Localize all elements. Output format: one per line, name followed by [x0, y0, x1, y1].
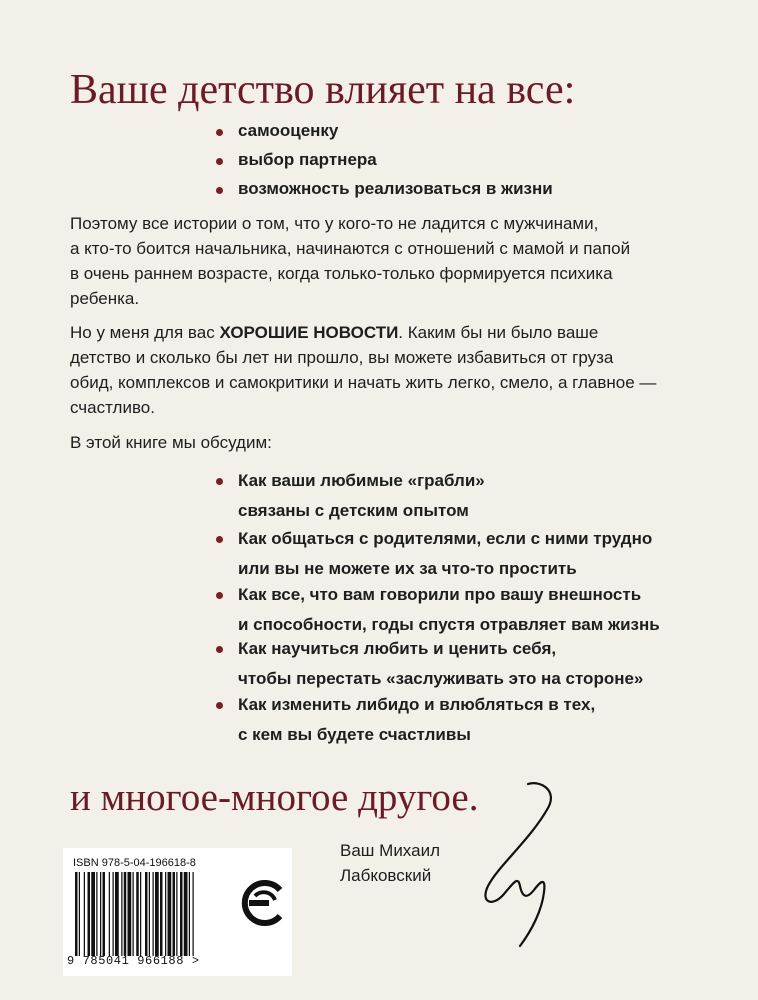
barcode-icon — [73, 872, 233, 956]
topic-line: и способности, годы спустя отравляет вам жизнь — [238, 615, 660, 634]
barcode-bar — [168, 872, 172, 956]
paragraph-line — [70, 320, 710, 345]
barcode-bar — [145, 872, 148, 956]
signoff-line: Лабковский — [340, 866, 432, 885]
intro-bullet-text: возможность реализоваться в жизни — [238, 179, 553, 198]
barcode-bar — [133, 872, 134, 956]
paragraph-line: обид, комплексов и самокритики и начать жить легко, смело, а главное — — [70, 373, 657, 392]
topic-item — [238, 466, 485, 526]
topic-line: Как общаться с родителями, если с ними трудно — [238, 529, 653, 548]
topic-item — [238, 634, 643, 694]
topic-line: Как научиться любить и ценить себя, — [238, 639, 557, 658]
paragraph-line: в очень раннем возрасте, когда только-только формируется психика — [70, 264, 613, 283]
topic-line: Как изменить либидо и влюбляться в тех, — [238, 695, 596, 714]
barcode-bar — [193, 872, 194, 956]
barcode-bar — [180, 872, 183, 956]
eksmo-logo-icon — [239, 878, 285, 928]
barcode-bar — [103, 872, 106, 956]
barcode-bar — [149, 872, 150, 956]
bullet-dot-icon — [216, 478, 223, 485]
barcode-bar — [128, 872, 132, 956]
bullet-dot-icon — [216, 592, 223, 599]
bullet-dot-icon — [216, 158, 223, 165]
barcode-bar — [184, 872, 188, 956]
barcode-bar — [91, 872, 95, 956]
topic-line: или вы не можете их за что-то простить — [238, 559, 577, 578]
barcode-bar — [165, 872, 166, 956]
topic-item — [238, 580, 660, 640]
barcode-bar — [140, 872, 141, 956]
intro-bullet-item — [238, 121, 338, 141]
paragraph-line: а кто-то боится начальника, начинаются с отношений с мамой и папой — [70, 239, 631, 258]
topic-line: с кем вы будете счастливы — [238, 725, 471, 744]
closing-line: и многое-многое другое. — [70, 776, 479, 819]
barcode-bar — [88, 872, 91, 956]
barcode-bar — [155, 872, 159, 956]
intro-bullet-item — [238, 179, 553, 199]
barcode-digits: 9 785041 966188 > — [67, 954, 200, 968]
barcode-panel — [63, 848, 292, 976]
handwritten-signature-icon — [470, 778, 580, 953]
intro-bullet-item — [238, 150, 377, 170]
intro-bullet-text: самооценку — [238, 121, 339, 140]
topic-line: Как все, что вам говорили про вашу внешность — [238, 585, 642, 604]
bullet-dot-icon — [216, 646, 223, 653]
barcode-bar — [189, 872, 190, 956]
isbn-label: ISBN 978-5-04-196618-8 — [73, 857, 196, 869]
paragraph-line: детство и сколько бы лет ни прошло, вы можете избавиться от груза — [70, 348, 614, 367]
author-signoff — [340, 838, 480, 888]
intro-bullet-text: выбор партнера — [238, 150, 377, 169]
headline: Ваше детство влияет на все: — [70, 67, 576, 113]
paragraph-childhood-influence — [70, 211, 710, 311]
barcode-bar — [121, 872, 122, 956]
bullet-dot-icon — [216, 536, 223, 543]
barcode-bar — [109, 872, 110, 956]
barcode-bar — [176, 872, 177, 956]
barcode-bar — [100, 872, 101, 956]
topic-line: Как ваши любимые «грабли» — [238, 471, 485, 490]
barcode-bar — [75, 872, 78, 956]
paragraph-line: Поэтому все истории о том, что у кого-то не ладится с мужчинами, — [70, 214, 599, 233]
barcode-bar — [173, 872, 176, 956]
barcode-bar — [124, 872, 127, 956]
barcode-bar — [79, 872, 80, 956]
good-news-emphasis: ХОРОШИЕ НОВОСТИ — [219, 323, 399, 342]
topic-item — [238, 690, 595, 750]
topics-intro: В этой книге мы обсудим: — [70, 433, 272, 452]
bullet-dot-icon — [216, 702, 223, 709]
barcode-bar — [84, 872, 85, 956]
barcode-bar — [160, 872, 163, 956]
barcode-bar — [113, 872, 114, 956]
barcode-bar — [96, 872, 97, 956]
barcode-bar — [115, 872, 119, 956]
barcode-bar — [153, 872, 154, 956]
signoff-line: Ваш Михаил — [340, 841, 440, 860]
bullet-dot-icon — [216, 187, 223, 194]
topic-item — [238, 524, 652, 584]
good-news-lead: Но у меня для вас — [70, 323, 220, 342]
paragraph-good-news — [70, 320, 710, 420]
bullet-dot-icon — [216, 129, 223, 136]
good-news-rest: . Каким бы ни было ваше — [398, 323, 599, 342]
paragraph-line: ребенка. — [70, 289, 140, 308]
topic-line: чтобы перестать «заслуживать это на стороне» — [238, 669, 644, 688]
barcode-bar — [136, 872, 139, 956]
topic-line: связаны с детским опытом — [238, 501, 469, 520]
paragraph-line: счастливо. — [70, 398, 155, 417]
